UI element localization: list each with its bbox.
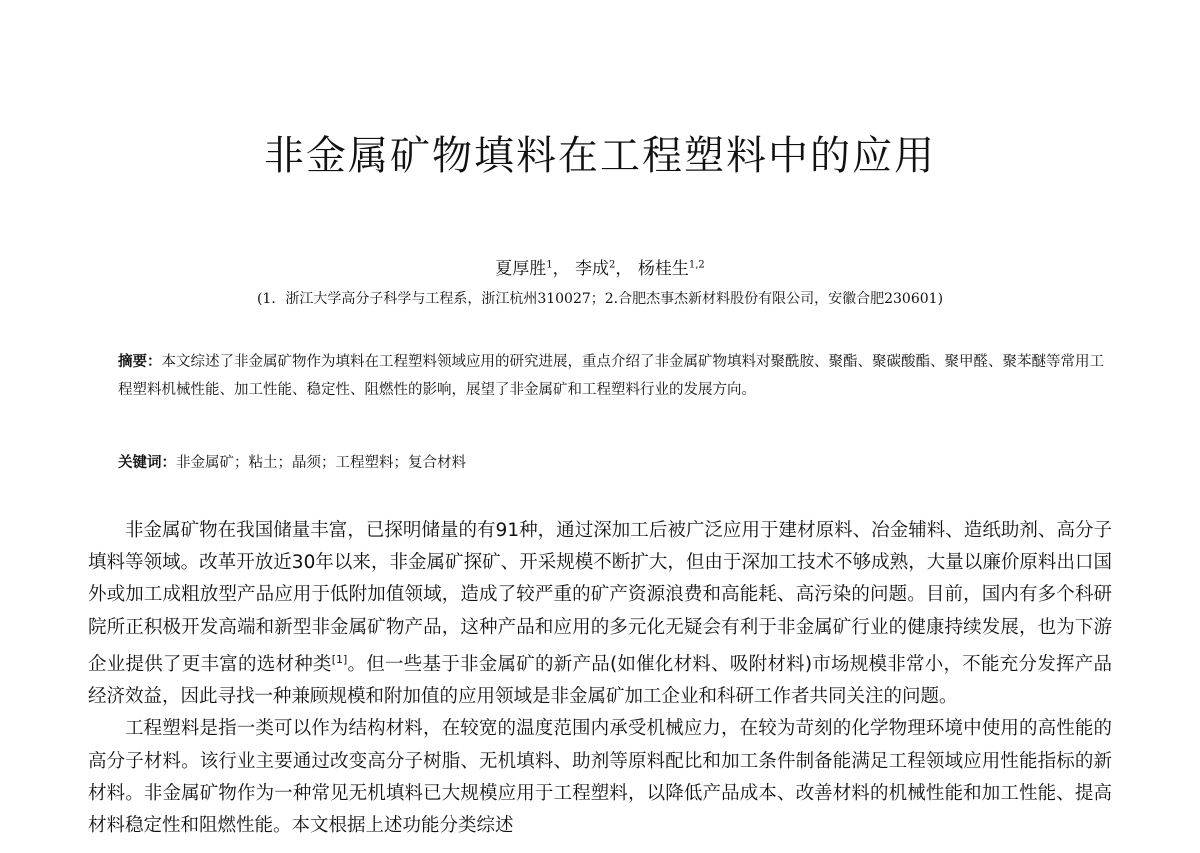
author-affil-mark: 1,2: [688, 259, 705, 271]
body-text: [88, 515, 1112, 842]
paragraph-text: 。但一些基于非金属矿的新产品(如催化材料、吸附材料)市场规模非常小，不能充分发挥产品经济效益，因此寻找一种兼顾规模和附加值的应用领域是非金属矿加工企业和科研工作者共同关注的问题。: [88, 653, 1112, 708]
abstract-text: 本文综述了非金属矿物作为填料在工程塑料领域应用的研究进展，重点介绍了非金属矿物填料对聚酰胺、聚酯、聚碳酸酯、聚甲醛、聚苯醚等常用工程塑料机械性能、加工性能、稳定性、阻燃性的影响，展望了非金属矿和工程塑料行业的发展方向。: [118, 354, 1104, 398]
author-separator: ，: [552, 259, 570, 279]
author-affil-mark: 1: [546, 259, 553, 271]
author-affil-mark: 2: [609, 259, 616, 271]
abstract: [118, 348, 1108, 404]
body-paragraph: 工程塑料是指一类可以作为结构材料，在较宽的温度范围内承受机械应力，在较为苛刻的化学物理环境中使用的高性能的高分子材料。该行业主要通过改变高分子树脂、无机填料、助剂等原料配比和加工条件制备能满足工程领域应用性能指标的新材料。非金属矿物作为一种常见无机填料已大规模应用于工程塑料，以降低产品成本、改善材料的机械性能和加工性能、提高材料稳定性和阻燃性能。本文根据上述功能分类综述: [88, 718, 1112, 836]
keywords-text: 非金属矿；粘土；晶须；工程塑料；复合材料: [176, 455, 466, 471]
affiliation: (1．浙江大学高分子科学与工程系，浙江杭州310027；2.合肥杰事杰新材料股份有限公司，安徽合肥230601): [256, 291, 944, 307]
abstract-label: 摘要：: [118, 354, 162, 370]
paper-title: 非金属矿物填料在工程塑料中的应用: [264, 133, 936, 179]
paragraph-text: 非金属矿物在我国储量丰富，已探明储量的有91种，通过深加工后被广泛应用于建材原料、冶金辅料、造纸助剂、高分子填料等领域。改革开放近30年以来，非金属矿探矿、开采规模不断扩大，但由于深加工技术不够成熟，大量以廉价原料出口国外或加工成粗放型产品应用于低附加值领域，造成了较严重的矿产资源浪费和高能耗、高污染的问题。目前，国内有多个科研院所正积极开发高端和新型非金属矿物产品，这种产品和应用的多元化无疑会有利于非金属矿行业的健康持续发展，也为下游企业提供了更丰富的选材种类: [88, 520, 1112, 675]
author-name: 夏厚胜: [495, 259, 547, 279]
author-name: 杨桂生: [637, 259, 689, 279]
keywords: [118, 451, 1108, 475]
author-name: 李成: [575, 259, 610, 279]
author-separator: ，: [615, 259, 633, 279]
body-paragraph: [88, 515, 1112, 713]
keywords-label: 关键词：: [118, 455, 176, 471]
author-list: [0, 254, 1200, 279]
citation-ref: [1]: [331, 652, 348, 666]
